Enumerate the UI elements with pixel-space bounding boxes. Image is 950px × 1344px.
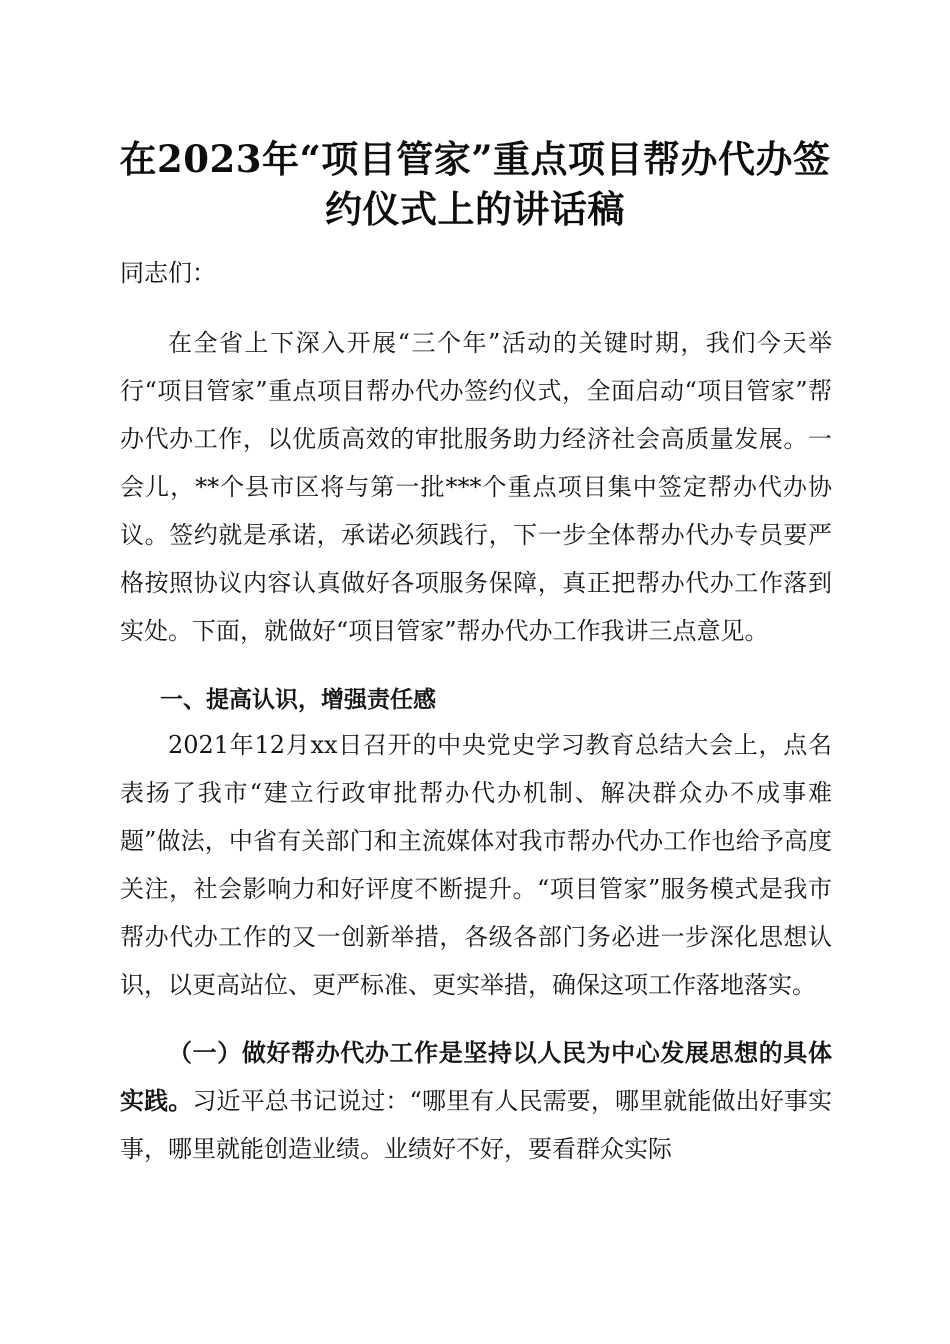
paragraph-2: 2021年12月xx日召开的中央党史学习教育总结大会上，点名表扬了我市“建立行政审批帮办代办机制、解决群众办不成事难题”做法，中省有关部门和主流媒体对我市帮办代办工作也给予高度关注，社会影响力和好评度不断提升。“项目管家”服务模式是我市帮办代办工作的又一创新举措，各级各部门务必进一步深化思想认识，以更高站位、更严标准、更实举措，确保这项工作落地落实。 — [120, 731, 832, 999]
document-title-line-1: 在2023年“项目管家”重点项目帮办代办签 — [119, 137, 831, 181]
salutation: 同志们： — [120, 259, 216, 287]
document-title-line-2: 约仪式上的讲话稿 — [325, 187, 625, 231]
paragraph-3 — [120, 1029, 832, 1173]
paragraph-1: 在全省上下深入开展“三个年”活动的关键时期，我们今天举行“项目管家”重点项目帮办代办签约仪式，全面启动“项目管家”帮办代办工作，以优质高效的审批服务助力经济社会高质量发展。一会儿，**个县市区将与第一批***个重点项目集中签定帮办代办协议。签约就是承诺，承诺必须践行，下一步全体帮办代办专员要严格按照协议内容认真做好各项服务保障，真正把帮办代办工作落到实处。下面，就做好“项目管家”帮办代办工作我讲三点意见。 — [120, 329, 832, 645]
paragraph-3-lead: （一）做好帮办代办工作是坚持以人民为中心发展思想的具体实践。 — [120, 1038, 832, 1115]
section-heading-1: 一、提高认识，增强责任感 — [160, 687, 436, 713]
paragraph-3-rest: 习近平总书记说过：“哪里有人民需要，哪里就能做出好事实事，哪里就能创造业绩。业绩好不好，要看群众实际 — [120, 1087, 832, 1163]
